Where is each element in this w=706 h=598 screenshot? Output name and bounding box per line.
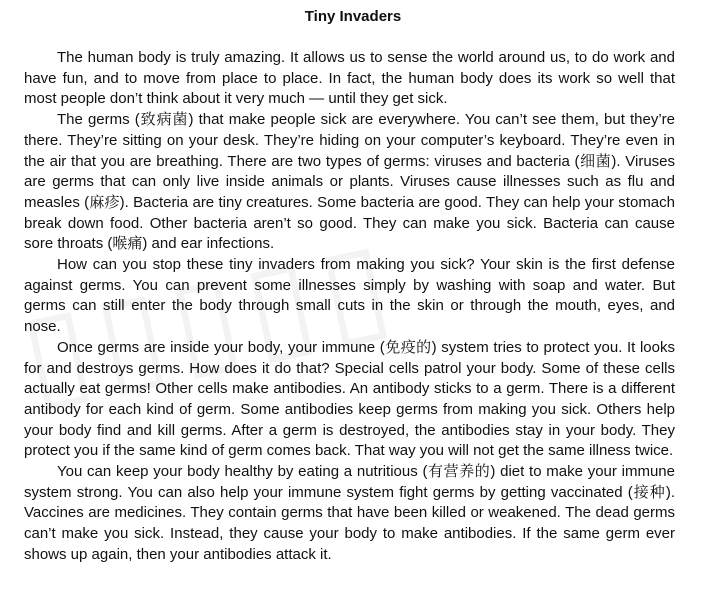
- page-title: Tiny Invaders: [304, 8, 402, 25]
- paragraph-3: How can you stop these tiny invaders from making you sick? Your skin is the first defense against germs. You can prevent some illnesses simply by washing with soap and water. But germs can still enter the body through small cuts in the skin or through the mouth, eyes, and nose.: [24, 256, 675, 336]
- paragraph-4: Once germs are inside your body, your immune (免疫的) system tries to protect you. It looks for and destroys germs. How does it do that? Special cells patrol your body. Some of these cells actually eat germs! Other cells make antibodies. An antibody sticks to a germ. There is a different antibody for each kind of germ. Some antibodies keep germs from making you sick. Others help your body find and kill germs. After a germ is destroyed, the antibodies stay in your body. They protect you if the same kind of germ comes back. That way you will not get the same illness twice.: [24, 338, 675, 460]
- paragraph-1: The human body is truly amazing. It allows us to sense the world around us, to do work and have fun, and to move from place to place. In fact, the human body does its work so well that most people don’t think about it very much — until they get sick.: [24, 49, 675, 108]
- paragraph-5: You can keep your body healthy by eating a nutritious (有营养的) diet to make your immune system strong. You can also help your immune system fight germs by getting vaccinated (接种). Vaccines are medicines. They contain germs that have been killed or weakened. The dead germs can’t make you sick. Instead, they cause your body to make antibodies. If the same germ ever shows up again, then your antibodies attack it.: [24, 463, 675, 563]
- article-body: [24, 48, 675, 566]
- paragraph-2: The germs (致病菌) that make people sick are everywhere. You can’t see them, but they’re there. They’re sitting on your desk. They’re hiding on your computer’s keyboard. They’re even in the air that you are breathing. There are two types of germs: viruses and bacteria (细菌). Viruses are germs that can only live inside animals or plants. Viruses cause illnesses such as flu and measles (麻疹). Bacteria are tiny creatures. Some bacteria are good. They can help your stomach break down food. Other bacteria aren’t so good. They can make you sick. Bacteria can cause sore throats (喉痛) and ear infections.: [24, 111, 675, 253]
